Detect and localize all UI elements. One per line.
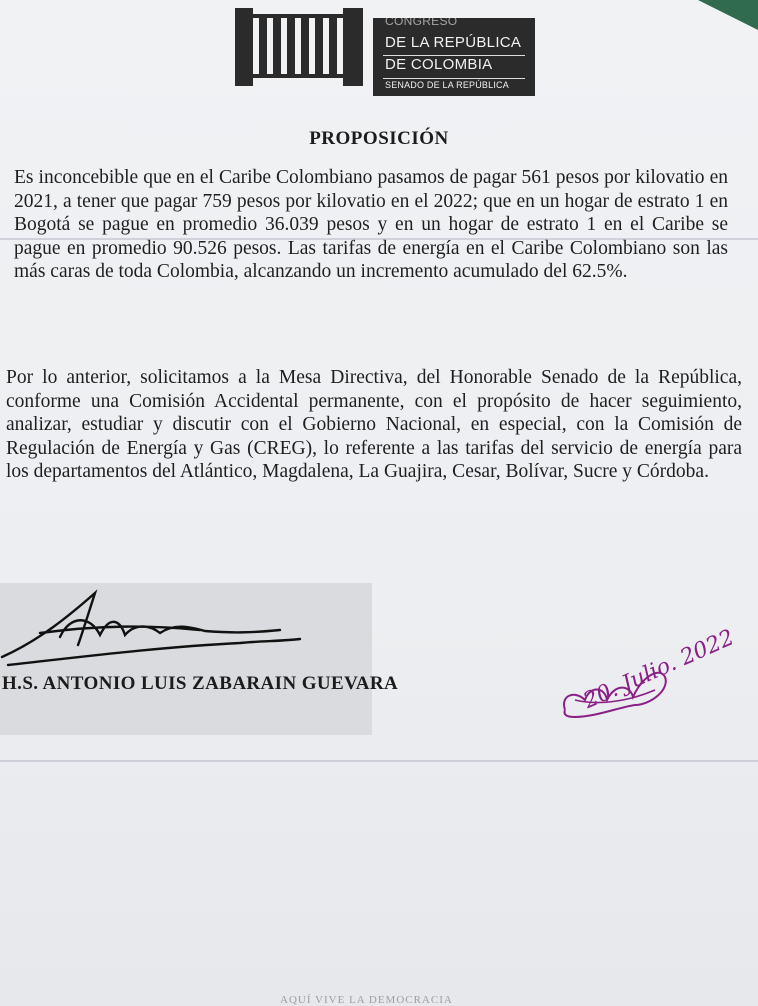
handwritten-signature bbox=[0, 585, 372, 675]
letterhead-line2: DE LA REPÚBLICA bbox=[385, 34, 522, 51]
background-corner bbox=[698, 0, 758, 30]
letterhead-box bbox=[373, 14, 535, 96]
letterhead-line1: CONGRESO bbox=[385, 14, 458, 28]
footer-slogan: AQUÍ VIVE LA DEMOCRACIA bbox=[280, 994, 453, 1006]
document-title: PROPOSICIÓN bbox=[309, 128, 449, 149]
received-date: 20. Julio. 2022 bbox=[579, 625, 738, 714]
paragraph-1: Es inconcebible que en el Caribe Colombiano pasamos de pagar 561 pesos por kilovatio en 2021, a tener que pagar 759 pesos por kilovatio en el 2022; que en un hogar de estrato 1 en Bogotá se pague en promedio 36.039 pesos y en un hogar de estrato 1 en el Caribe se pague en promedio 90.526 pesos. Las tarifas de energía en el Caribe Colombiano son las más caras de toda Colombia, alcanzando un incremento acumulado del 62.5%. bbox=[14, 167, 728, 283]
letterhead-line4: SENADO DE LA REPÚBLICA bbox=[385, 80, 509, 90]
letterhead-divider bbox=[383, 78, 525, 79]
senate-logo bbox=[233, 8, 538, 98]
paragraph-2: Por lo anterior, solicitamos a la Mesa Directiva, del Honorable Senado de la República, conforme una Comisión Accidental permanente, con el propósito de hacer seguimiento, analizar, estudiar y discutir con el Gobierno Nacional, en especial, con la Comisión de Regulación de Energía y Gas (CREG), lo referente a las tarifas del servicio de energía para los departamentos del Atlántico, Magdalena, La Guajira, Cesar, Bolívar, Sucre y Córdoba. bbox=[6, 367, 742, 483]
capitol-columns-icon bbox=[233, 8, 371, 88]
signer-name: H.S. ANTONIO LUIS ZABARAIN GUEVARA bbox=[2, 673, 399, 694]
paper-fold bbox=[0, 760, 758, 762]
letterhead-line3: DE COLOMBIA bbox=[385, 56, 493, 73]
